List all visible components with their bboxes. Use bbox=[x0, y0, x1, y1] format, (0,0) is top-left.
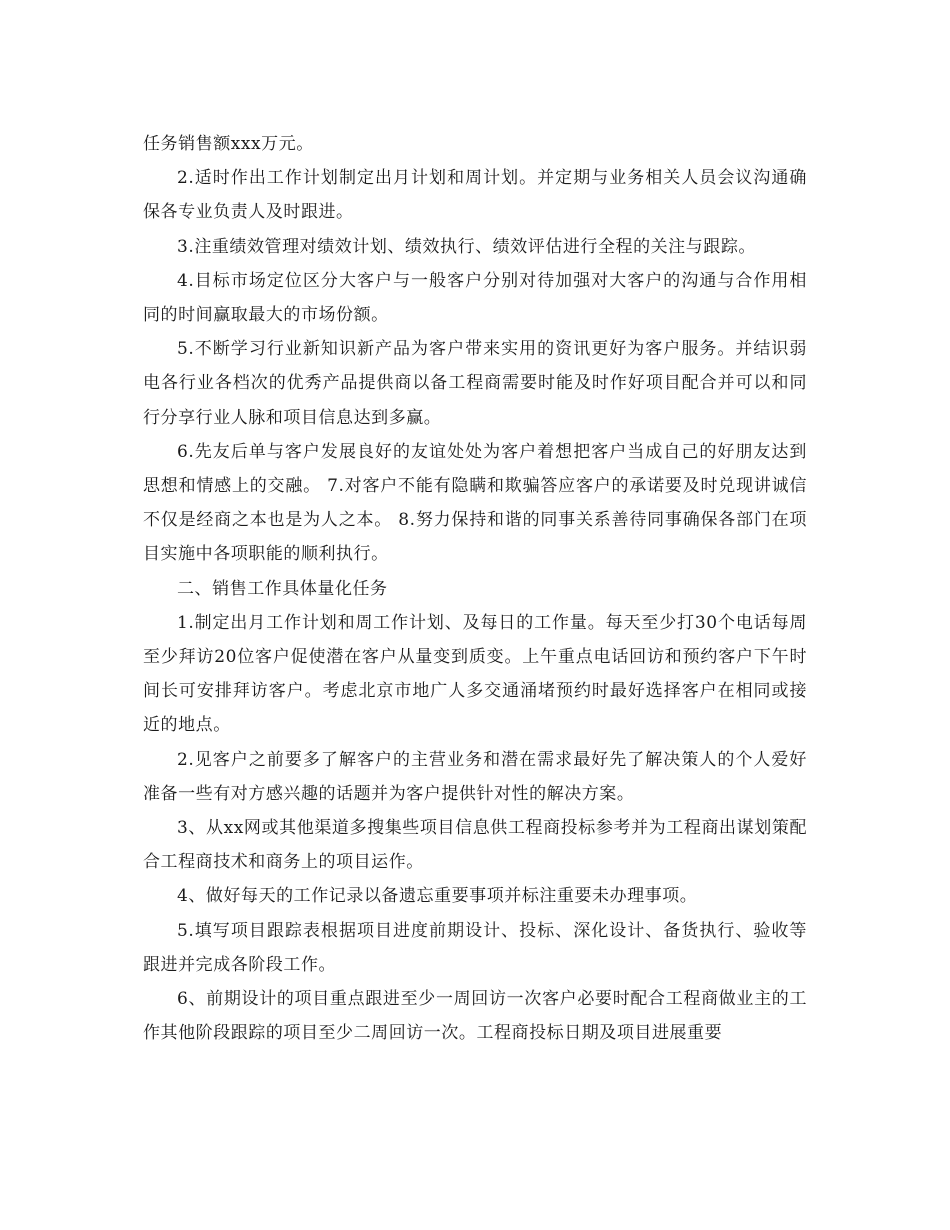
paragraph-sales-target: 任务销售额xxx万元。 bbox=[143, 134, 314, 154]
document-body bbox=[143, 127, 807, 1050]
paragraph-task-3-project-info: 3、从xx网或其他渠道多搜集些项目信息供工程商投标参考并为工程商出谋划策配合工程商技术和商务上的项目运作。 bbox=[143, 818, 807, 873]
paragraph-task-2-client-research: 2.见客户之前要多了解客户的主营业务和潜在需求最好先了解决策人的个人爱好准备一些有对方感兴趣的话题并为客户提供针对性的解决方案。 bbox=[143, 749, 807, 804]
paragraph-item-6-8-relations: 6.先友后单与客户发展良好的友谊处处为客户着想把客户当成自己的好朋友达到思想和情感上的交融。 7.对客户不能有隐瞒和欺骗答应客户的承诺要及时兑现讲诚信不仅是经商之本也是为人之本。 8.努力保持和谐的同事关系善待同事确保各部门在项目实施中各项职能的顺利执行。 bbox=[143, 441, 807, 565]
paragraph-task-1-workload: 1.制定出月工作计划和周工作计划、及每日的工作量。每天至少打30个电话每周至少拜访20位客户促使潜在客户从量变到质变。上午重点电话回访和预约客户下午时间长可安排拜访客户。考虑北京市地广人多交通涌堵预约时最好选择客户在相同或接近的地点。 bbox=[143, 612, 807, 736]
section-heading-quantified-tasks: 二、销售工作具体量化任务 bbox=[177, 578, 388, 599]
paragraph-task-6-follow-up: 6、前期设计的项目重点跟进至少一周回访一次客户必要时配合工程商做业主的工作其他阶段跟踪的项目至少二周回访一次。工程商投标日期及项目进展重要 bbox=[143, 989, 807, 1044]
paragraph-item-3-performance: 3.注重绩效管理对绩效计划、绩效执行、绩效评估进行全程的关注与跟踪。 bbox=[177, 236, 756, 257]
paragraph-task-4-work-log: 4、做好每天的工作记录以备遗忘重要事项并标注重要未办理事项。 bbox=[177, 886, 698, 907]
paragraph-item-5-learning: 5.不断学习行业新知识新产品为客户带来实用的资讯更好为客户服务。并结识弱电各行业各档次的优秀产品提供商以备工程商需要时能及时作好项目配合并可以和同行分享行业人脉和项目信息达到多赢。 bbox=[143, 339, 807, 428]
paragraph-item-2-plan: 2.适时作出工作计划制定出月计划和周计划。并定期与业务相关人员会议沟通确保各专业负责人及时跟进。 bbox=[143, 168, 807, 223]
paragraph-item-4-target-market: 4.目标市场定位区分大客户与一般客户分别对待加强对大客户的沟通与合作用相同的时间赢取最大的市场份额。 bbox=[143, 270, 807, 326]
paragraph-task-5-tracking-sheet: 5.填写项目跟踪表根据项目进度前期设计、投标、深化设计、备货执行、验收等跟进并完成各阶段工作。 bbox=[143, 920, 807, 975]
